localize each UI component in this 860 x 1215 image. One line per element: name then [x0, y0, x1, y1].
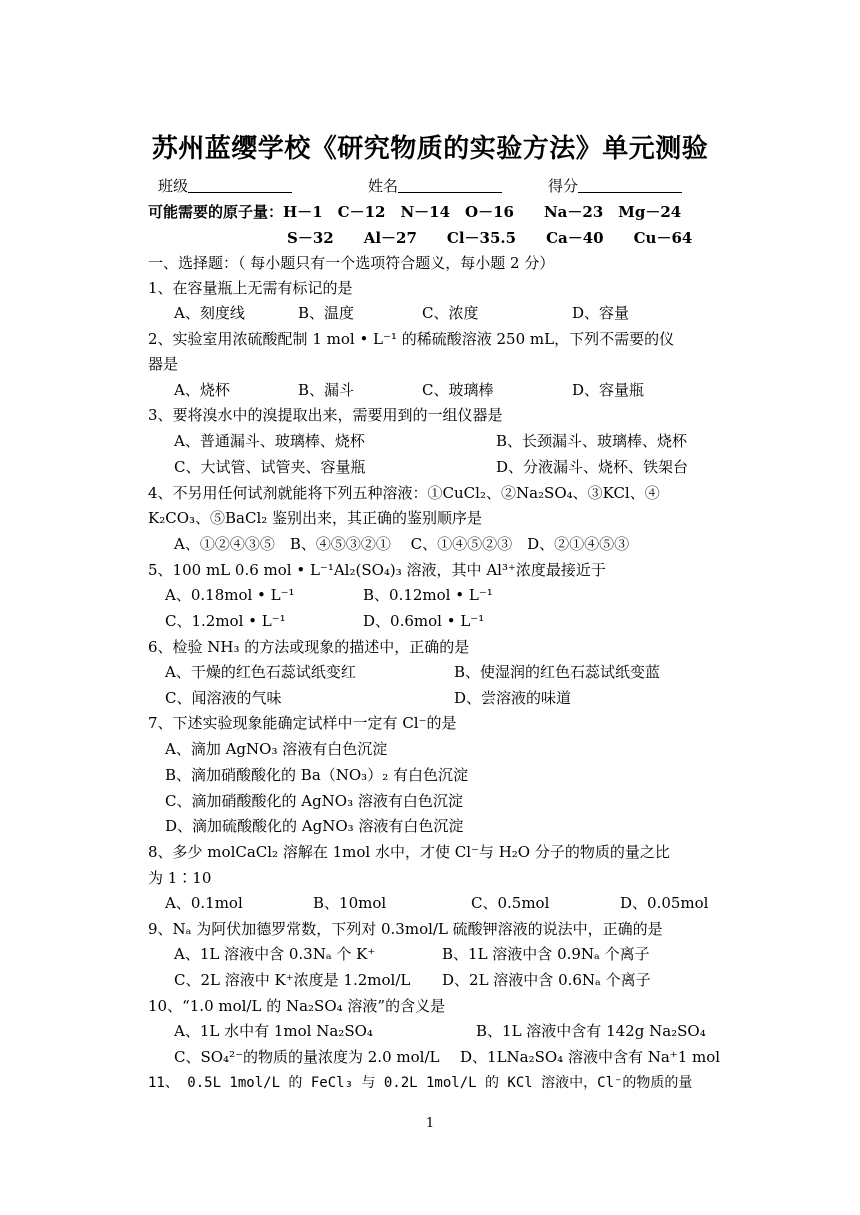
atomic-mass-list-2: S－32 Al－27 Cl－35.5 Ca－40 Cu－64	[287, 229, 693, 247]
question-4-cont: K₂CO₃、⑤BaCl₂ 鉴别出来，其正确的鉴别顺序是	[148, 509, 483, 527]
question-8-cont: 为 1∶10	[148, 869, 212, 887]
question-2: 2、实验室用浓硫酸配制 1 mol • L⁻¹ 的稀硫酸溶液 250 mL，下列不需要的仪	[148, 330, 675, 348]
option-c: C、2L 溶液中 K⁺浓度是 1.2mol/L	[174, 971, 411, 989]
option-b: B、漏斗	[298, 381, 355, 399]
question-8: 8、多少 molCaCl₂ 溶解在 1mol 水中，才使 Cl⁻与 H₂O 分子的物质的量之比	[148, 843, 670, 861]
option-b: B、10mol	[313, 894, 387, 912]
option-d: D、分液漏斗、烧杯、铁架台	[496, 458, 689, 476]
option-b: B、0.12mol • L⁻¹	[363, 586, 493, 604]
question-10: 10、“1.0 mol/L 的 Na₂SO₄ 溶液”的含义是	[148, 997, 446, 1015]
option-c: C、玻璃棒	[422, 381, 494, 399]
name-label: 姓名	[368, 177, 399, 195]
option-b: B、长颈漏斗、玻璃棒、烧杯	[496, 432, 688, 450]
question-2-cont: 器是	[148, 355, 179, 373]
option-c: C、滴加硝酸酸化的 AgNO₃ 溶液有白色沉淀	[165, 792, 463, 810]
question-9: 9、Nₐ 为阿伏加德罗常数，下列对 0.3mol/L 硫酸钾溶液的说法中，正确的是	[148, 920, 663, 938]
student-info-row	[158, 176, 738, 196]
option-d: D、容量瓶	[572, 381, 645, 399]
question-11: 11、 0.5L 1mol/L 的 FeCl₃ 与 0.2L 1mol/L 的 KCl 溶液中，Cl⁻的物质的量	[148, 1075, 693, 1091]
question-4: 4、不另用任何试剂就能将下列五种溶液：①CuCl₂、②Na₂SO₄、③KCl、④	[148, 484, 660, 502]
option-d: D、尝溶液的味道	[454, 689, 572, 707]
option-a: A、1L 水中有 1mol Na₂SO₄	[174, 1022, 373, 1040]
option-d: D、0.05mol	[620, 894, 709, 912]
option-a: A、0.18mol • L⁻¹	[165, 586, 295, 604]
question-4-options: A、①②④③⑤ B、④⑤③②① C、①④⑤②③ D、②①④⑤③	[174, 535, 630, 553]
option-c: C、SO₄²⁻的物质的量浓度为 2.0 mol/L	[174, 1048, 440, 1066]
option-d: D、1LNa₂SO₄ 溶液中含有 Na⁺1 mol	[460, 1048, 721, 1066]
option-d: D、容量	[572, 304, 630, 322]
option-d: D、0.6mol • L⁻¹	[363, 612, 485, 630]
question-5: 5、100 mL 0.6 mol • L⁻¹Al₂(SO₄)₃ 溶液，其中 Al³⁺浓度最接近于	[148, 561, 606, 579]
option-b: B、温度	[298, 304, 355, 322]
option-b: B、滴加硝酸酸化的 Ba（NO₃）₂ 有白色沉淀	[165, 766, 468, 784]
option-c: C、0.5mol	[471, 894, 550, 912]
score-label: 得分	[548, 177, 579, 195]
question-1: 1、在容量瓶上无需有标记的是	[148, 279, 353, 297]
section-heading: 一、选择题：（ 每小题只有一个选项符合题义，每小题 2 分）	[148, 254, 555, 272]
option-c: C、闻溶液的气味	[165, 689, 282, 707]
atomic-mass-label: 可能需要的原子量：	[148, 203, 284, 221]
atomic-mass-list-1: H－1 C－12 N－14 O－16 Na－23 Mg－24	[283, 203, 682, 221]
question-3: 3、要将溴水中的溴提取出来，需要用到的一组仪器是	[148, 406, 503, 424]
option-c: C、1.2mol • L⁻¹	[165, 612, 286, 630]
question-7: 7、下述实验现象能确定试样中一定有 Cl⁻的是	[148, 714, 457, 732]
class-label: 班级	[158, 177, 189, 195]
name-field[interactable]	[398, 177, 502, 193]
option-a: A、1L 溶液中含 0.3Nₐ 个 K⁺	[174, 945, 376, 963]
option-a: A、0.1mol	[165, 894, 243, 912]
option-a: A、普通漏斗、玻璃棒、烧杯	[174, 432, 365, 450]
option-d: D、2L 溶液中含 0.6Nₐ 个离子	[442, 971, 651, 989]
page-number: 1	[425, 1116, 435, 1131]
option-b: B、使湿润的红色石蕊试纸变蓝	[454, 663, 661, 681]
question-6: 6、检验 NH₃ 的方法或现象的描述中，正确的是	[148, 638, 470, 656]
option-b: B、1L 溶液中含 0.9Nₐ 个离子	[442, 945, 650, 963]
score-field[interactable]	[578, 177, 682, 193]
class-field[interactable]	[188, 177, 292, 193]
option-a: A、烧杯	[174, 381, 230, 399]
option-a: A、滴加 AgNO₃ 溶液有白色沉淀	[165, 740, 388, 758]
option-c: C、大试管、试管夹、容量瓶	[174, 458, 366, 476]
option-c: C、浓度	[422, 304, 479, 322]
page-title: 苏州蓝缨学校《研究物质的实验方法》单元测验	[151, 134, 709, 164]
option-a: A、干燥的红色石蕊试纸变红	[165, 663, 356, 681]
option-a: A、刻度线	[174, 304, 245, 322]
option-b: B、1L 溶液中含有 142g Na₂SO₄	[476, 1022, 706, 1040]
option-d: D、滴加硫酸酸化的 AgNO₃ 溶液有白色沉淀	[165, 817, 464, 835]
atomic-mass-row-1	[148, 202, 728, 222]
